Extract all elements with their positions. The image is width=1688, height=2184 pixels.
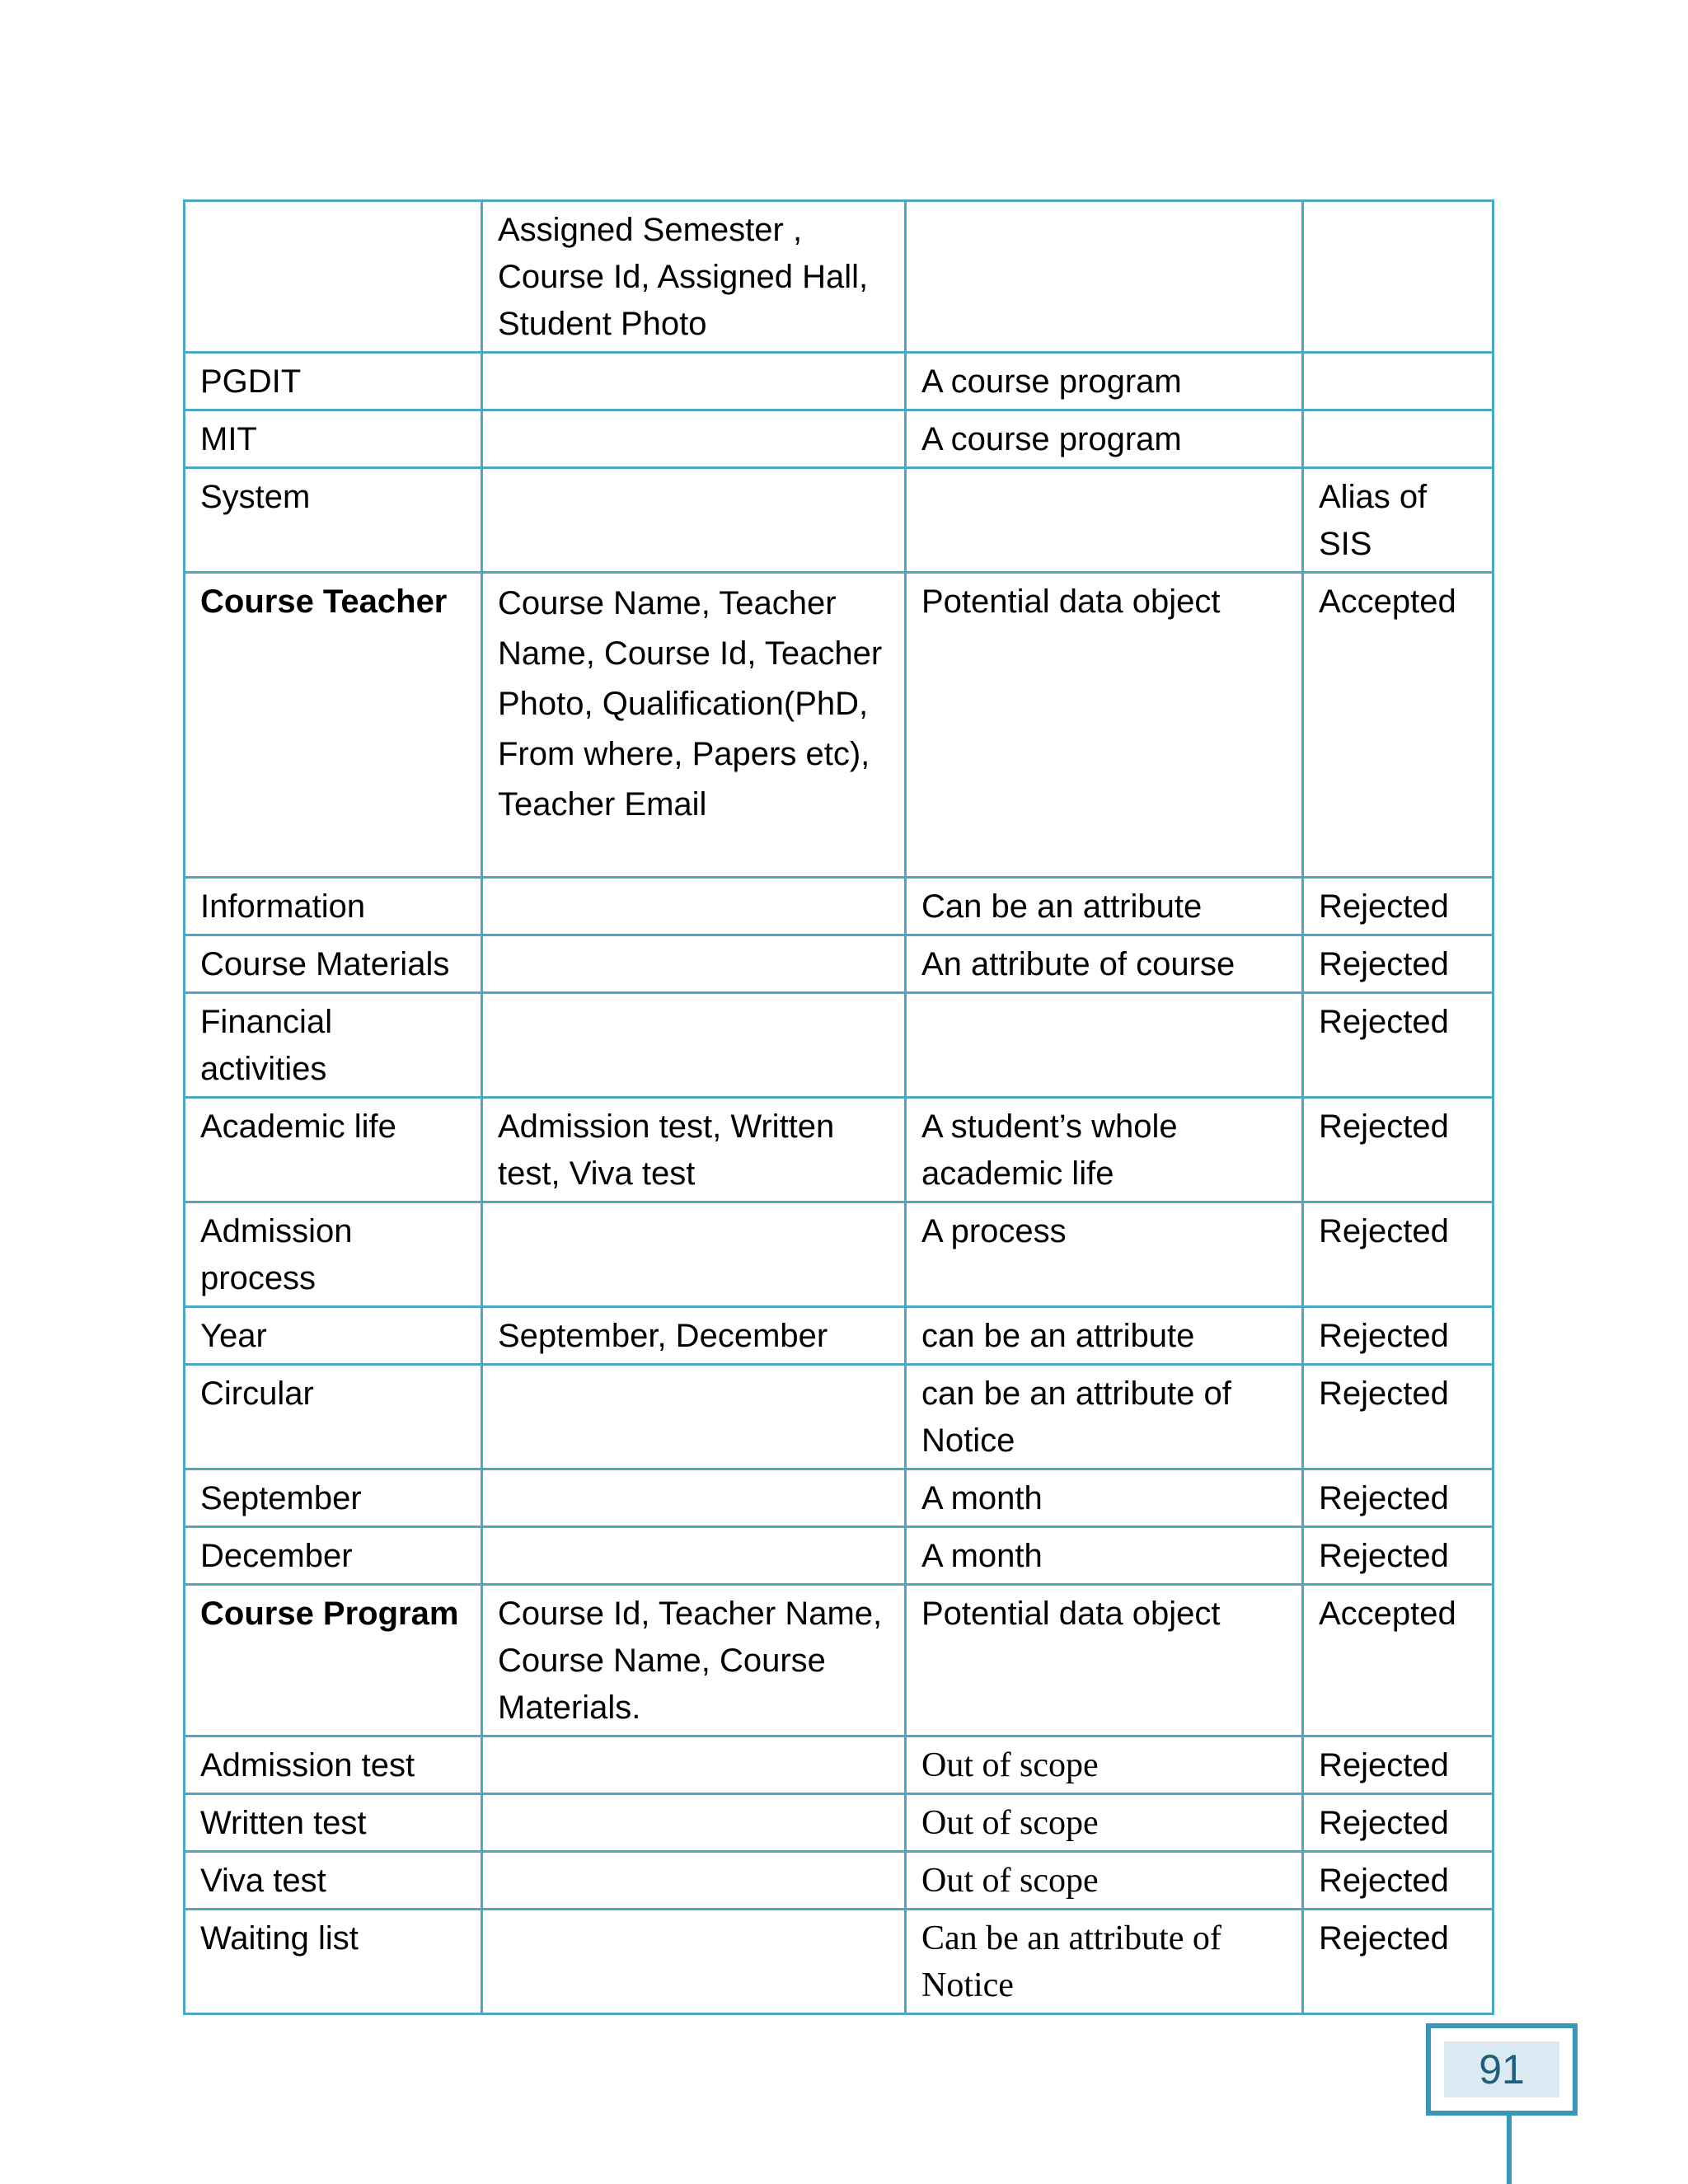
table-cell: Rejected	[1303, 1852, 1493, 1910]
table-cell: Accepted	[1303, 573, 1493, 878]
table-cell	[482, 410, 906, 468]
table-cell	[482, 1202, 906, 1307]
table-row	[185, 1365, 1493, 1469]
table-cell: A month	[906, 1469, 1303, 1527]
table-cell	[482, 993, 906, 1098]
table-cell: Admission process	[185, 1202, 482, 1307]
page-number: 91	[1444, 2041, 1559, 2097]
table-row	[185, 1852, 1493, 1910]
table-cell: MIT	[185, 410, 482, 468]
table-cell: Potential data object	[906, 1585, 1303, 1736]
table-cell: Year	[185, 1307, 482, 1365]
table-row	[185, 1098, 1493, 1202]
table-cell: A month	[906, 1527, 1303, 1585]
table-cell: Rejected	[1303, 1469, 1493, 1527]
table-cell: A student’s whole academic life	[906, 1098, 1303, 1202]
table-cell	[482, 1527, 906, 1585]
table-cell: Can be an attribute of Notice	[906, 1910, 1303, 2014]
table-cell: Assigned Semester , Course Id, Assigned Hall, Student Photo	[482, 201, 906, 353]
table-row	[185, 935, 1493, 993]
table-cell	[482, 878, 906, 935]
table-cell: Rejected	[1303, 1202, 1493, 1307]
table-cell	[1303, 410, 1493, 468]
table-cell	[482, 1910, 906, 2014]
table-cell: Information	[185, 878, 482, 935]
table-row	[185, 353, 1493, 410]
table-cell: Alias of SIS	[1303, 468, 1493, 573]
table-cell: September, December	[482, 1307, 906, 1365]
table-cell	[906, 468, 1303, 573]
table-cell	[482, 1736, 906, 1794]
table-row	[185, 1585, 1493, 1736]
table-row	[185, 878, 1493, 935]
table-row	[185, 993, 1493, 1098]
table-cell: Course Name, Teacher Name, Course Id, Teacher Photo, Qualification(PhD, From where, Papers etc), Teacher Email	[482, 573, 906, 878]
table-cell: Written test	[185, 1794, 482, 1852]
table-cell: Admission test, Written test, Viva test	[482, 1098, 906, 1202]
table-cell: Financial activities	[185, 993, 482, 1098]
table-cell: Waiting list	[185, 1910, 482, 2014]
table-cell	[482, 468, 906, 573]
table-cell: Course Program	[185, 1585, 482, 1736]
table-row	[185, 573, 1493, 878]
table-row	[185, 1469, 1493, 1527]
table-cell: Out of scope	[906, 1736, 1303, 1794]
table-cell	[1303, 201, 1493, 353]
table-cell: Rejected	[1303, 935, 1493, 993]
table-cell	[906, 201, 1303, 353]
data-object-table	[183, 199, 1494, 2015]
table-cell: Can be an attribute	[906, 878, 1303, 935]
page-number-box	[1426, 2023, 1578, 2116]
table-row	[185, 201, 1493, 353]
table-cell: An attribute of course	[906, 935, 1303, 993]
table-cell	[482, 935, 906, 993]
table-cell	[482, 1469, 906, 1527]
table-cell: Rejected	[1303, 1365, 1493, 1469]
table-cell: can be an attribute	[906, 1307, 1303, 1365]
table-cell: System	[185, 468, 482, 573]
table-cell: Out of scope	[906, 1852, 1303, 1910]
table-cell: Rejected	[1303, 1527, 1493, 1585]
table-cell: Course Teacher	[185, 573, 482, 878]
table-cell: Course Id, Teacher Name, Course Name, Course Materials.	[482, 1585, 906, 1736]
table-cell: PGDIT	[185, 353, 482, 410]
table-row	[185, 1736, 1493, 1794]
table-cell	[482, 1794, 906, 1852]
table-row	[185, 1202, 1493, 1307]
table-cell	[1303, 353, 1493, 410]
table-cell: Rejected	[1303, 1910, 1493, 2014]
table-cell: A course program	[906, 410, 1303, 468]
table-row	[185, 1910, 1493, 2014]
table-cell: A course program	[906, 353, 1303, 410]
table-row	[185, 1307, 1493, 1365]
table-cell: Viva test	[185, 1852, 482, 1910]
table-cell: A process	[906, 1202, 1303, 1307]
table-cell: Potential data object	[906, 573, 1303, 878]
table-cell: Admission test	[185, 1736, 482, 1794]
table-cell: Course Materials	[185, 935, 482, 993]
table-cell: Rejected	[1303, 1794, 1493, 1852]
table-cell: Rejected	[1303, 878, 1493, 935]
table-cell	[482, 1852, 906, 1910]
table-cell	[482, 1365, 906, 1469]
table-cell: September	[185, 1469, 482, 1527]
table-row	[185, 410, 1493, 468]
page-number-connector	[1507, 2116, 1512, 2184]
table-cell: Circular	[185, 1365, 482, 1469]
table-cell: Rejected	[1303, 1098, 1493, 1202]
table-cell	[906, 993, 1303, 1098]
table-cell: December	[185, 1527, 482, 1585]
table-cell: Accepted	[1303, 1585, 1493, 1736]
table-cell: can be an attribute of Notice	[906, 1365, 1303, 1469]
table-cell: Rejected	[1303, 1736, 1493, 1794]
table-cell: Out of scope	[906, 1794, 1303, 1852]
table-row	[185, 468, 1493, 573]
table-cell	[482, 353, 906, 410]
table-row	[185, 1794, 1493, 1852]
table-cell	[185, 201, 482, 353]
table-cell: Rejected	[1303, 1307, 1493, 1365]
table-row	[185, 1527, 1493, 1585]
table-cell: Rejected	[1303, 993, 1493, 1098]
table-cell: Academic life	[185, 1098, 482, 1202]
